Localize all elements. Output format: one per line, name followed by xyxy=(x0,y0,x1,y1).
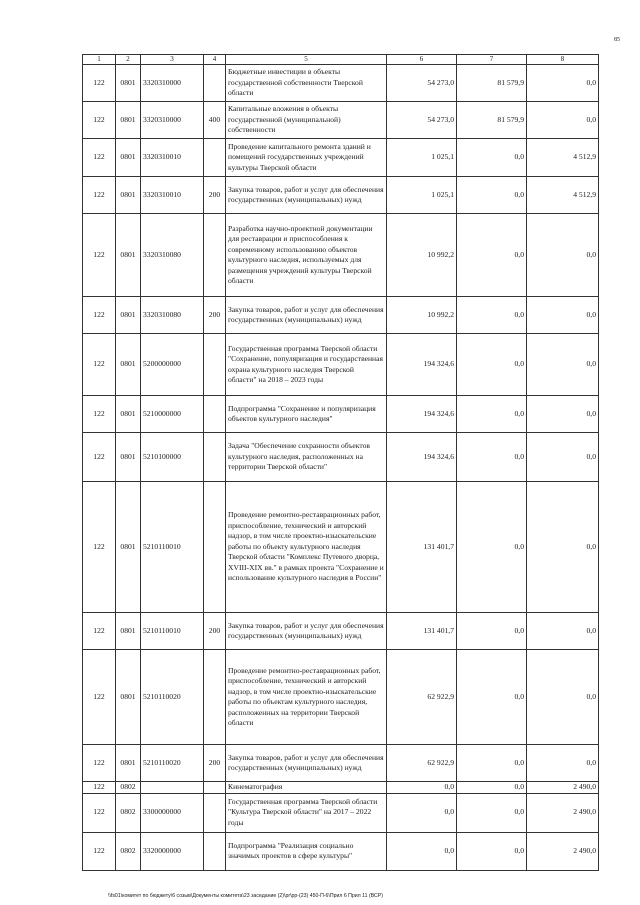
page-number: 85 xyxy=(614,37,620,43)
cell-section-code: 0801 xyxy=(116,297,141,334)
cell-expense-type xyxy=(204,793,226,832)
cell-section-code: 0801 xyxy=(116,396,141,433)
table-row xyxy=(83,334,599,396)
cell-amount-3: 4 512,9 xyxy=(527,177,599,214)
cell-target-code: 5210110020 xyxy=(141,650,204,745)
cell-section-code: 0801 xyxy=(116,482,141,613)
header-cell: 5 xyxy=(226,55,387,65)
cell-section-code: 0801 xyxy=(116,613,141,650)
cell-target-code: 3300000000 xyxy=(141,793,204,832)
cell-admin-code: 122 xyxy=(83,433,116,482)
table-row xyxy=(83,793,599,832)
cell-target-code: 3320000000 xyxy=(141,832,204,870)
cell-target-code: 3320310080 xyxy=(141,297,204,334)
cell-expense-type xyxy=(204,65,226,102)
header-cell: 7 xyxy=(457,55,527,65)
cell-target-code: 3320310010 xyxy=(141,177,204,214)
cell-amount-2: 0,0 xyxy=(457,745,527,782)
cell-description: Разработка научно-проектной документации для реставрации и приспособления к современному использованию объектов культурного наследия, используемых для размещения учреждений культуры Тверской области xyxy=(226,214,387,297)
cell-description: Закупка товаров, работ и услуг для обеспечения государственных (муниципальных) нужд xyxy=(226,177,387,214)
table-row xyxy=(83,396,599,433)
cell-admin-code: 122 xyxy=(83,102,116,139)
cell-amount-2: 0,0 xyxy=(457,793,527,832)
cell-amount-1: 10 992,2 xyxy=(387,214,457,297)
cell-admin-code: 122 xyxy=(83,832,116,870)
cell-amount-1: 131 401,7 xyxy=(387,613,457,650)
cell-expense-type xyxy=(204,396,226,433)
cell-admin-code: 122 xyxy=(83,613,116,650)
cell-amount-2: 0,0 xyxy=(457,214,527,297)
table-row xyxy=(83,782,599,794)
cell-expense-type xyxy=(204,214,226,297)
cell-amount-1: 10 992,2 xyxy=(387,297,457,334)
cell-amount-1: 0,0 xyxy=(387,793,457,832)
cell-description: Проведение ремонтно-реставрационных работ, приспособление, технический и авторский надзор, в том числе проектно-изыскательские работы по объектам культурного наследия, расположенных на территории Тверской области xyxy=(226,650,387,745)
cell-expense-type: 200 xyxy=(204,297,226,334)
header-cell: 2 xyxy=(116,55,141,65)
cell-amount-3: 0,0 xyxy=(527,613,599,650)
cell-expense-type xyxy=(204,482,226,613)
cell-amount-2: 81 579,9 xyxy=(457,102,527,139)
cell-amount-2: 0,0 xyxy=(457,832,527,870)
cell-amount-1: 1 025,1 xyxy=(387,139,457,177)
cell-description: Задача "Обеспечение сохранности объектов культурного наследия, расположенных на территории Тверской области" xyxy=(226,433,387,482)
cell-expense-type xyxy=(204,334,226,396)
cell-expense-type xyxy=(204,433,226,482)
cell-amount-3: 0,0 xyxy=(527,396,599,433)
cell-amount-2: 0,0 xyxy=(457,139,527,177)
cell-amount-3: 4 512,9 xyxy=(527,139,599,177)
cell-amount-1: 194 324,6 xyxy=(387,433,457,482)
cell-amount-3: 0,0 xyxy=(527,297,599,334)
cell-description: Проведение капитального ремонта зданий и помещений государственных учреждений культуры Тверской области xyxy=(226,139,387,177)
cell-amount-2: 0,0 xyxy=(457,177,527,214)
cell-target-code: 5210110010 xyxy=(141,482,204,613)
cell-admin-code: 122 xyxy=(83,139,116,177)
cell-target-code: 5210110010 xyxy=(141,613,204,650)
cell-amount-1: 0,0 xyxy=(387,782,457,794)
cell-section-code: 0801 xyxy=(116,177,141,214)
table-row xyxy=(83,650,599,745)
cell-amount-3: 2 490,0 xyxy=(527,793,599,832)
table-row xyxy=(83,297,599,334)
table-row xyxy=(83,102,599,139)
cell-amount-2: 0,0 xyxy=(457,613,527,650)
cell-description: Проведение ремонтно-реставрационных работ, приспособление, технический и авторский надзор, в том числе проектно-изыскательские работы по объекту культурного наследия Тверской области "Комплекс Путевого дворца, XVIII-XIX вв." в рамках проекта "Сохранение и использование культурного наследия в России" xyxy=(226,482,387,613)
cell-section-code: 0802 xyxy=(116,793,141,832)
cell-description: Подпрограмма "Реализация социально значимых проектов в сфере культуры" xyxy=(226,832,387,870)
cell-amount-2: 0,0 xyxy=(457,396,527,433)
cell-target-code: 5210110020 xyxy=(141,745,204,782)
cell-amount-3: 0,0 xyxy=(527,433,599,482)
table-row xyxy=(83,482,599,613)
cell-admin-code: 122 xyxy=(83,65,116,102)
table-row xyxy=(83,214,599,297)
cell-target-code: 5210100000 xyxy=(141,433,204,482)
cell-description: Капитальные вложения в объекты государственной (муниципальной) собственности xyxy=(226,102,387,139)
cell-amount-1: 54 273,0 xyxy=(387,102,457,139)
cell-admin-code: 122 xyxy=(83,297,116,334)
cell-admin-code: 122 xyxy=(83,745,116,782)
cell-expense-type: 200 xyxy=(204,177,226,214)
table-row xyxy=(83,832,599,870)
cell-amount-1: 1 025,1 xyxy=(387,177,457,214)
cell-amount-2: 0,0 xyxy=(457,482,527,613)
table-row xyxy=(83,65,599,102)
cell-section-code: 0802 xyxy=(116,782,141,794)
table-row xyxy=(83,613,599,650)
cell-expense-type xyxy=(204,832,226,870)
cell-amount-3: 2 490,0 xyxy=(527,832,599,870)
header-cell: 6 xyxy=(387,55,457,65)
cell-amount-3: 0,0 xyxy=(527,334,599,396)
cell-amount-3: 0,0 xyxy=(527,482,599,613)
cell-target-code: 5200000000 xyxy=(141,334,204,396)
budget-table xyxy=(82,54,599,871)
cell-description: Подпрограмма "Сохранение и популяризация объектов культурного наследия" xyxy=(226,396,387,433)
cell-target-code: 3320310010 xyxy=(141,139,204,177)
cell-expense-type xyxy=(204,782,226,794)
cell-description: Кинематография xyxy=(226,782,387,794)
cell-description: Закупка товаров, работ и услуг для обеспечения государственных (муниципальных) нужд xyxy=(226,297,387,334)
cell-admin-code: 122 xyxy=(83,782,116,794)
cell-section-code: 0801 xyxy=(116,139,141,177)
cell-target-code xyxy=(141,782,204,794)
cell-amount-2: 0,0 xyxy=(457,297,527,334)
table-row xyxy=(83,177,599,214)
header-cell: 8 xyxy=(527,55,599,65)
cell-amount-1: 54 273,0 xyxy=(387,65,457,102)
header-cell: 1 xyxy=(83,55,116,65)
cell-expense-type xyxy=(204,139,226,177)
cell-section-code: 0801 xyxy=(116,65,141,102)
cell-section-code: 0801 xyxy=(116,650,141,745)
cell-target-code: 5210000000 xyxy=(141,396,204,433)
cell-amount-3: 0,0 xyxy=(527,65,599,102)
cell-amount-3: 2 490,0 xyxy=(527,782,599,794)
cell-amount-3: 0,0 xyxy=(527,102,599,139)
cell-admin-code: 122 xyxy=(83,334,116,396)
cell-admin-code: 122 xyxy=(83,396,116,433)
cell-description: Государственная программа Тверской области "Культура Тверской области" на 2017 – 2022 годы xyxy=(226,793,387,832)
cell-amount-3: 0,0 xyxy=(527,214,599,297)
cell-amount-1: 194 324,6 xyxy=(387,396,457,433)
cell-section-code: 0802 xyxy=(116,832,141,870)
table-row xyxy=(83,745,599,782)
cell-description: Закупка товаров, работ и услуг для обеспечения государственных (муниципальных) нужд xyxy=(226,613,387,650)
cell-admin-code: 122 xyxy=(83,482,116,613)
cell-expense-type: 400 xyxy=(204,102,226,139)
table-body xyxy=(83,65,599,871)
cell-amount-1: 194 324,6 xyxy=(387,334,457,396)
table-row xyxy=(83,433,599,482)
cell-admin-code: 122 xyxy=(83,177,116,214)
cell-amount-2: 0,0 xyxy=(457,433,527,482)
cell-amount-2: 0,0 xyxy=(457,782,527,794)
footer-file-path: \\fs01\комитет по бюджету\6 созыв\Документы комитета\23 заседание (2)\pr\pp-(23) 450-П-6\Прил 6 Прил 11 (ВСР) xyxy=(108,893,383,899)
cell-admin-code: 122 xyxy=(83,793,116,832)
cell-amount-1: 62 922,9 xyxy=(387,745,457,782)
cell-expense-type: 200 xyxy=(204,745,226,782)
cell-amount-1: 131 401,7 xyxy=(387,482,457,613)
cell-target-code: 3320310000 xyxy=(141,65,204,102)
cell-section-code: 0801 xyxy=(116,745,141,782)
cell-description: Государственная программа Тверской области "Сохранение, популяризация и государственная охрана культурного наследия Тверской области" на 2018 – 2023 годы xyxy=(226,334,387,396)
cell-admin-code: 122 xyxy=(83,650,116,745)
cell-admin-code: 122 xyxy=(83,214,116,297)
cell-expense-type: 200 xyxy=(204,613,226,650)
cell-description: Закупка товаров, работ и услуг для обеспечения государственных (муниципальных) нужд xyxy=(226,745,387,782)
cell-amount-2: 81 579,9 xyxy=(457,65,527,102)
cell-target-code: 3320310080 xyxy=(141,214,204,297)
cell-amount-1: 0,0 xyxy=(387,832,457,870)
cell-section-code: 0801 xyxy=(116,334,141,396)
cell-amount-1: 62 922,9 xyxy=(387,650,457,745)
cell-section-code: 0801 xyxy=(116,214,141,297)
cell-amount-2: 0,0 xyxy=(457,650,527,745)
cell-amount-3: 0,0 xyxy=(527,745,599,782)
cell-section-code: 0801 xyxy=(116,102,141,139)
cell-amount-2: 0,0 xyxy=(457,334,527,396)
table-row xyxy=(83,139,599,177)
header-cell: 3 xyxy=(141,55,204,65)
cell-description: Бюджетные инвестиции в объекты государственной собственности Тверской области xyxy=(226,65,387,102)
cell-expense-type xyxy=(204,650,226,745)
cell-amount-3: 0,0 xyxy=(527,650,599,745)
cell-target-code: 3320310000 xyxy=(141,102,204,139)
header-cell: 4 xyxy=(204,55,226,65)
cell-section-code: 0801 xyxy=(116,433,141,482)
header-row xyxy=(83,55,599,65)
